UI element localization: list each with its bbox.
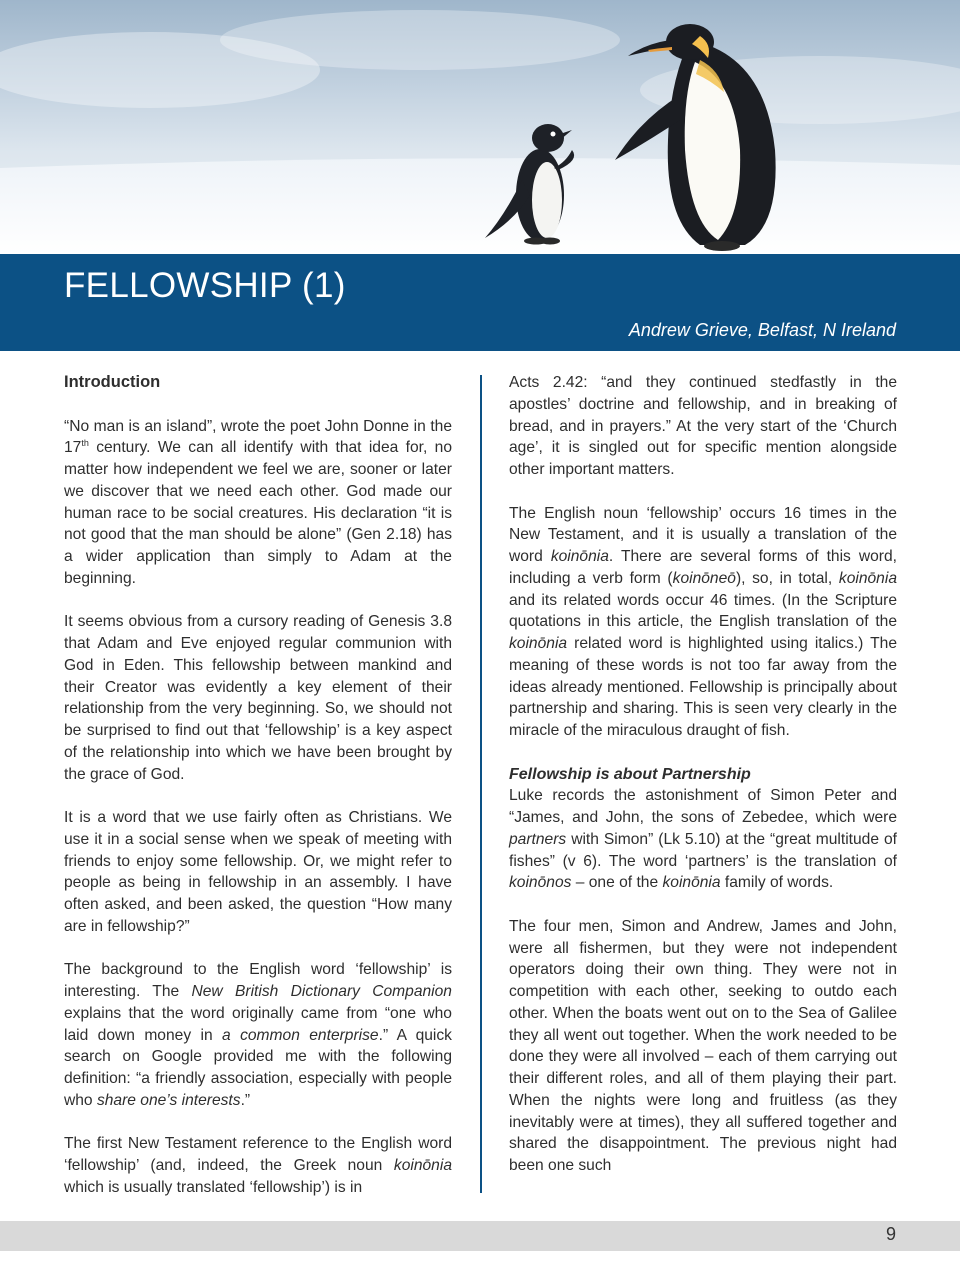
italic-run: koinōnia xyxy=(662,874,721,892)
text-run: and its related words occur 46 times. (In the Scripture quotations in this article, the English translation of the xyxy=(509,591,897,631)
cloud xyxy=(220,10,620,70)
paragraph xyxy=(64,1133,452,1198)
paragraph xyxy=(64,416,452,590)
title-band xyxy=(0,254,960,351)
column-divider xyxy=(480,375,482,1193)
italic-run: koinōneō xyxy=(672,569,736,587)
text-run: explains that the word originally came from “one who laid down money in xyxy=(64,1004,452,1044)
paragraph: The four men, Simon and Andrew, James and John, were all fishermen, but they were not independent operators doing their own thing. They were not in competition with each other, seeking to outdo each other. When the boats went out on to the Sea of Galilee they all went out together. When the work needed to be done they were all involved – each of them carrying out their different roles, and all of them playing their part. When the nights were long and fruitless (as they inevitably were at times), they all suffered together and shared the disappointment. The previous night had been one such xyxy=(509,917,897,1174)
superscript: th xyxy=(81,438,89,449)
paragraph xyxy=(64,959,452,1111)
section-heading-partnership: Fellowship is about Partnership xyxy=(509,765,751,783)
snow-field xyxy=(0,158,960,254)
text-run: – one of the xyxy=(571,874,663,892)
italic-run: koinōnia xyxy=(838,569,897,587)
text-run: The background to the English word ‘fellowship’ is interesting. The xyxy=(64,961,452,1000)
text-run: . There are several forms of this word, including a verb form ( xyxy=(509,548,898,587)
italic-run: share one’s interests xyxy=(96,1091,241,1109)
italic-run: koinōnia xyxy=(393,1157,452,1174)
text-run: with Simon” (Lk 5.10) at the “great multitude of fishes” (v 6). The word ‘partners’ is the translation of xyxy=(509,830,897,870)
italic-run: New British Dictionary Companion xyxy=(191,983,452,1000)
italic-run: koinōnia xyxy=(550,548,609,565)
italic-run: a common enterprise xyxy=(222,1026,379,1044)
italic-run: partners xyxy=(509,830,567,848)
article-byline: Andrew Grieve, Belfast, N Ireland xyxy=(628,320,896,340)
paragraph: It seems obvious from a cursory reading of Genesis 3.8 that Adam and Eve enjoyed regular communion with God in Eden. This fellowship between mankind and their Creator was evidently a key element of their relationship from the very beginning. So, we should not be surprised to find out that ‘fellowship’ is a key aspect of the relationship into which we have been brought by the grace of God. xyxy=(64,613,452,783)
italic-run: koinōnia xyxy=(509,635,568,652)
footer-bar xyxy=(0,1221,960,1251)
article-title: FELLOWSHIP (1) xyxy=(64,266,346,305)
left-column xyxy=(64,372,452,1220)
paragraph: It is a word that we use fairly often as Christians. We use it in a social sense when we speak of meeting with friends to enjoy some fellowship. Or, we might refer to people as being in fellowship in an assembly. I have often asked, and been asked, the question “How many are in fellowship?” xyxy=(64,809,452,935)
paragraph: Acts 2.42: “and they continued stedfastly in the apostles’ doctrine and fellowship, and in breaking of bread, and in prayers.” At the very start of the ‘Church age’, it is singled out for specific mention alongside other important matters. xyxy=(509,374,897,478)
text-run: century. We can all identify with that idea for, no matter how independent we feel we are, sooner or later we discover that we need each other. God made our human race to be social creatures. His declaration “it is not good that the man should be alone” (Gen 2.18) has a wider application than simply to Adam at the beginning. xyxy=(64,439,452,587)
paragraph xyxy=(509,503,897,742)
text-run: The first New Testament reference to the English word ‘fellowship’ (and, indeed, the Greek noun xyxy=(64,1135,452,1174)
text-run: “No man is an island”, wrote the poet John Donne in the 17 xyxy=(64,417,452,457)
text-run: .” A quick search on Google provided me with the following definition: “a friendly association, especially with people who xyxy=(64,1026,452,1109)
text-run: related word is highlighted using italics.) The meaning of these words is not too far away from the ideas already mentioned. Fellowship is principally about partnership and sharing. This is seen very clearly in the miracle of the miraculous draught of fish. xyxy=(509,635,897,739)
right-column xyxy=(509,372,897,1199)
text-run: ), so, in total, xyxy=(735,569,839,587)
italic-run: koinōnos xyxy=(509,874,572,892)
page-number: 9 xyxy=(885,1224,896,1244)
text-run: The English noun ‘fellowship’ occurs 16 times in the New Testament, and it is usually a translation of the word xyxy=(509,504,897,565)
text-run: .” xyxy=(240,1091,251,1109)
section-heading-introduction: Introduction xyxy=(64,373,161,391)
penguins-illustration xyxy=(0,0,960,254)
text-run: which is usually translated ‘fellowship’) is in xyxy=(64,1178,363,1196)
paragraph xyxy=(509,785,897,894)
text-run: family of words. xyxy=(720,874,834,892)
hero-photo-penguins xyxy=(0,0,960,254)
text-run: Luke records the astonishment of Simon Peter and “James, and John, the sons of Zebedee, which were xyxy=(509,787,897,826)
